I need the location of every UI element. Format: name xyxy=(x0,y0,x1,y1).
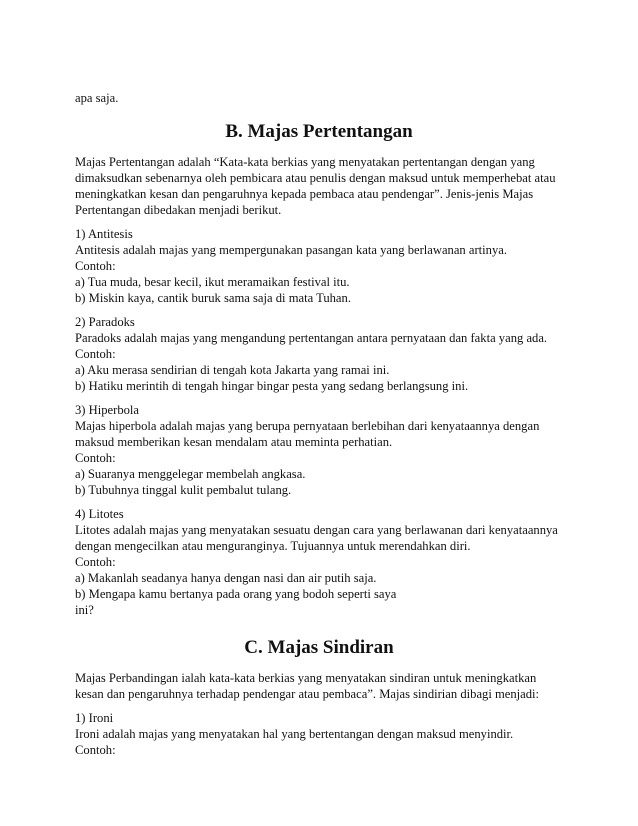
item-line: a) Makanlah seadanya hanya dengan nasi dan air putih saja. xyxy=(75,571,377,585)
section-b-definition-line: Majas Pertentangan adalah “Kata-kata berkias yang menyatakan pertentangan dengan yang xyxy=(75,155,535,169)
item-line: Contoh: xyxy=(75,743,116,757)
item-line: ini? xyxy=(75,603,94,617)
item-line: b) Hatiku merintih di tengah hingar bingar pesta yang sedang berlangsung ini. xyxy=(75,379,469,393)
section-b-definition-line: dimaksudkan sebenarnya oleh pembicara atau penulis dengan maksud untuk memperhebat atau xyxy=(75,171,556,185)
intro-tail: apa saja. xyxy=(75,91,119,105)
item-line: b) Miskin kaya, cantik buruk sama saja di mata Tuhan. xyxy=(75,291,351,305)
item-line: Contoh: xyxy=(75,259,116,273)
section-c-definition-line: kesan dan pengaruhnya terhadap pendengar atau pembaca”. Majas sindirian dibagi menjadi: xyxy=(75,687,540,701)
item-line: Ironi adalah majas yang menyatakan hal yang bertentangan dengan maksud menyindir. xyxy=(75,727,514,741)
item-line: Litotes adalah majas yang menyatakan sesuatu dengan cara yang berlawanan dari kenyataannya xyxy=(75,523,558,537)
item-title-ironi: 1) Ironi xyxy=(75,711,114,725)
section-c-definition-line: Majas Perbandingan ialah kata-kata berkias yang menyatakan sindiran untuk meningkatkan xyxy=(75,671,537,685)
section-b-definition-line: meningkatkan kesan dan pengaruhnya kepada pembaca atau pendengar”. Jenis-jenis Majas xyxy=(75,187,534,201)
item-title-litotes: 4) Litotes xyxy=(75,507,124,521)
item-line: Majas hiperbola adalah majas yang berupa pernyataan berlebihan dari kenyataannya dengan xyxy=(75,419,540,433)
item-line: b) Mengapa kamu bertanya pada orang yang bodoh seperti saya xyxy=(75,587,397,601)
item-line: a) Aku merasa sendirian di tengah kota Jakarta yang ramai ini. xyxy=(75,363,390,377)
item-line: a) Suaranya menggelegar membelah angkasa. xyxy=(75,467,306,481)
item-line: Contoh: xyxy=(75,451,116,465)
item-line: Paradoks adalah majas yang mengandung pertentangan antara pernyataan dan fakta yang ada. xyxy=(75,331,548,345)
section-c-heading: C. Majas Sindiran xyxy=(244,637,394,658)
item-line: Antitesis adalah majas yang mempergunakan pasangan kata yang berlawanan artinya. xyxy=(75,243,507,257)
item-line: Contoh: xyxy=(75,347,116,361)
item-title-antitesis: 1) Antitesis xyxy=(75,227,133,241)
item-title-paradoks: 2) Paradoks xyxy=(75,315,135,329)
item-line: Contoh: xyxy=(75,555,116,569)
item-line: b) Tubuhnya tinggal kulit pembalut tulang. xyxy=(75,483,292,497)
item-line: maksud memberikan kesan mendalam atau meminta perhatian. xyxy=(75,435,393,449)
item-line: a) Tua muda, besar kecil, ikut meramaikan festival itu. xyxy=(75,275,350,289)
item-title-hiperbola: 3) Hiperbola xyxy=(75,403,139,417)
section-b-definition-line: Pertentangan dibedakan menjadi berikut. xyxy=(75,203,282,217)
section-b-heading: B. Majas Pertentangan xyxy=(225,121,413,142)
item-line: dengan mengecilkan atau menguranginya. Tujuannya untuk merendahkan diri. xyxy=(75,539,471,553)
